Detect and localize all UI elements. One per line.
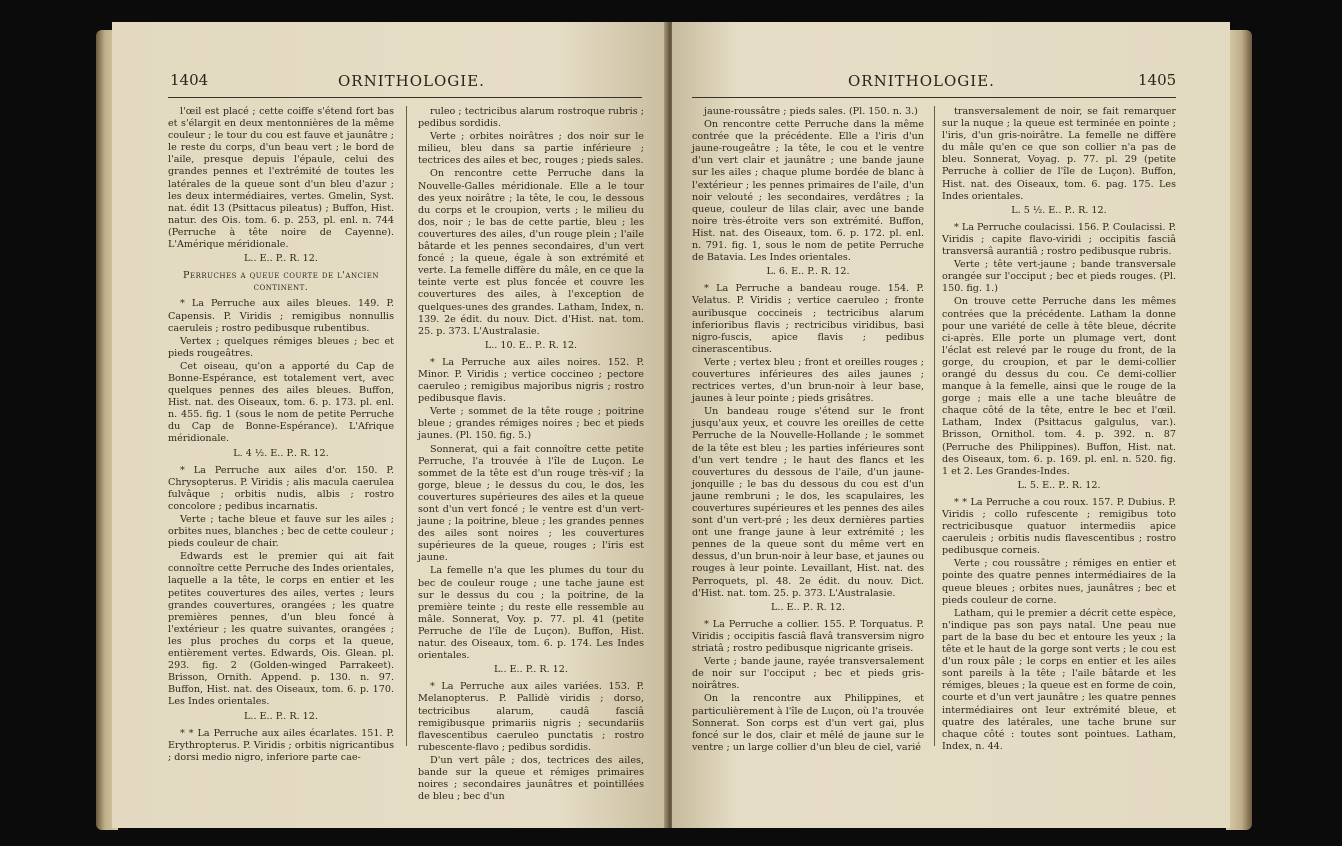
right-page (672, 22, 1230, 828)
measurement-line: L.. E.. P.. R. 12. (244, 710, 318, 722)
measurement-line: L. 5 ½. E.. P.. R. 12. (1011, 204, 1107, 216)
species-entry-heading: * La Perruche coulacissi. 156. P. Coulacissi. P. Viridis ; capite flavo-viridi ; occipitis fasciâ transversâ aurantiâ ; rostro pedibusque rubris. (942, 221, 1177, 258)
species-entry-heading: * La Perruche a bandeau rouge. 154. P. Velatus. P. Viridis ; vertice caeruleo ; fronte auribusque coccineis ; tectricibus alarum inferioribus flavis ; rectricibus viridibus, basi nigro-fuscis, apice flavis ; pedibus cinerascentibus. (692, 283, 924, 355)
species-entry-heading: * * La Perruche a cou roux. 157. P. Dubius. P. Viridis ; collo rufescente ; remigibus toto rectricibusque quatuor intermediis apice caeruleis ; orbitis nudis flavescentibus ; rostro pedibusque corneis. (942, 496, 1176, 557)
text-column-1 (168, 106, 394, 765)
running-header: ORNITHOLOGIE. (848, 72, 995, 90)
paragraph: Verte ; vertex bleu ; front et oreilles rouges ; couvertures inférieures des ailes jaunes ; rectrices vertes, d'un brun-noir à leur base, jaunes à leur pointe ; pieds grisâtres. (692, 356, 924, 405)
measurement-line: L. 4 ½. E.. P.. R. 12. (233, 447, 329, 459)
paragraph: jaune-roussâtre ; pieds sales. (Pl. 150. n. 3.) (704, 106, 918, 117)
header-rule (168, 97, 642, 98)
text-column-2 (942, 106, 1176, 754)
paragraph: Edwards est le premier qui ait fait connoître cette Perruche des Indes orientales, laquelle a la tête, le corps en entier et les petites couvertures des ailes, vertes ; leurs grandes couvertures, orangées ; les quatre premières pennes, d'un bleu foncé à l'extérieur ; les quatre suivantes, orangées ; les plus proches du corps et la queue, entièrement vertes. Edwards, Ois. Glean. pl. 293. fig. 2 (Golden-winged Parrakeet). Brisson, Ornith. Append. p. 130. n. 97. Buffon, Hist. nat. des Oiseaux, tom. 6. p. 170. Les Indes orientales. (168, 551, 394, 708)
species-entry-heading: * La Perruche aux ailes d'or. 150. P. Chrysopterus. P. Viridis ; alis macula caerulea fulvâque ; orbitis nudis, albis ; rostro concolore ; pedibus incarnatis. (168, 464, 394, 512)
paragraph: D'un vert pâle ; dos, tectrices des ailes, bande sur la queue et rémiges primaires noires ; secondaires jaunâtres et pointillées de bleu ; bec d'un (418, 754, 644, 803)
measurement-line: L. 6. E.. P.. R. 12. (766, 266, 850, 278)
paragraph: Verte ; cou roussâtre ; rémiges en entier et pointe des quatre pennes intermédiaires de la queue bleues ; orbites nues, jaunâtres ; bec et pieds couleur de corne. (942, 558, 1176, 606)
left-page (112, 22, 668, 828)
column-divider (934, 106, 935, 746)
measurement-line: L.. E.. P.. R. 12. (494, 664, 568, 676)
paragraph: Sonnerat, qui a fait connoître cette petite Perruche, l'a trouvée à l'île de Luçon. Le sommet de la tête est d'un rouge très-vif ; la gorge, bleue ; le dessus du cou, le dos, les couvertures supérieures des ailes et la queue sont d'un vert foncé ; le ventre est d'un vert-jaune ; la poitrine, bleue ; les grandes pennes des ailes sont noires ; les couvertures supérieures de la queue, rouges ; l'iris est jaune. (418, 443, 644, 564)
species-entry-heading: * La Perruche aux ailes bleues. 149. P. Capensis. P. Viridis ; remigibus nonnullis caeruleis ; rostro pedibusque rubentibus. (168, 298, 394, 334)
paragraph: ruleo ; tectricibus alarum rostroque rubris ; pedibus sordidis. (418, 106, 644, 130)
paragraph: Verte ; orbites noirâtres ; dos noir sur le milieu, bleu dans sa partie inférieure ; tectrices des ailes et bec, rouges ; pieds sales. (418, 131, 644, 167)
paragraph: On la rencontre aux Philippines, et particulièrement à l'île de Luçon, où l'a trouvée Sonnerat. Son corps est d'un vert gai, plus foncé sur le dos, clair et mêlé de jaune sur le ventre ; un large collier d'un bleu de ciel, varié (692, 693, 924, 753)
species-entry-heading: * La Perruche aux ailes variées. 153. P. Melanopterus. P. Pallidè viridis ; dorso, tectricibus alarum, caudâ fasciâ remigibusque primariis nigris ; secundariis flavescentibus caeruleo punctatis ; rostro rubescente-flavo ; pedibus sordidis. (418, 681, 644, 753)
paragraph: Verte ; bande jaune, rayée transversalement de noir sur l'occiput ; bec et pieds gris-noirâtres. (692, 656, 924, 692)
paragraph: Verte ; tête vert-jaune ; bande transversale orangée sur l'occiput ; bec et pieds rouges. (Pl. 150. fig. 1.) (942, 259, 1176, 295)
paragraph: Verte ; sommet de la tête rouge ; poitrine bleue ; grandes rémiges noires ; bec et pieds jaunes. (Pl. 150. fig. 5.) (418, 406, 644, 442)
measurement-line: L.. 10. E.. P.. R. 12. (484, 339, 578, 351)
species-entry-heading: * La Perruche aux ailes noires. 152. P. Minor. P. Viridis ; vertice coccineo ; pectore caeruleo ; remigibus majoribus nigris ; rostro pedibusque flavis. (418, 356, 644, 405)
page-number: 1404 (170, 71, 209, 89)
section-heading: Perruches a queue courte de l'ancien continent. (183, 270, 379, 294)
species-entry-heading: * La Perruche a collier. 155. P. Torquatus. P. Viridis ; occipitis fasciâ flavâ transversim nigro striatâ ; rostro pedibusque nigricante griseis. (692, 618, 924, 655)
paragraph: Un bandeau rouge s'étend sur le front jusqu'aux yeux, et couvre les oreilles de cette Perruche de la Nouvelle-Hollande ; le sommet de la tête est bleu ; les parties inférieures sont d'un vert tendre ; le haut des flancs et les couvertures du dessous de l'aile, d'un jaune-jonquille ; le bas du dessous du cou est d'un jaune rembruni ; le dos, les scapulaires, les couvertures supérieures et les pennes des ailes sont d'un vert-pré ; les deux dernières parties ont une frange jaune à leur extrémité ; les pennes de la queue sont du même vert en dessus, d'un brun-noir à leur base, et jaunes ou rouges à leur pointe. Levaillant, Hist. nat. des Perroquets, pl. 48. 2e édit. du nouv. Dict. d'Hist. nat. tom. 25. p. 373. L'Australasie. (692, 406, 924, 599)
column-divider (406, 106, 407, 746)
paragraph: On rencontre cette Perruche dans la Nouvelle-Galles méridionale. Elle a le tour des yeux noirâtre ; la tête, le cou, le dessous du corps et le croupion, verts ; le milieu du dos, noir ; le bas de cette partie, bleu ; les couvertures des ailes, d'un rouge plein ; l'aile bâtarde et les pennes secondaires, d'un vert foncé ; la queue, égale à son extrémité et verte. La femelle diffère du mâle, en ce que la teinte verte est plus foncée et couvre les couvertures des ailes, à l'exception de quelques-unes des grandes. Latham, Index, n. 139. 2e édit. du nouv. Dict. d'Hist. nat. tom. 25. p. 373. L'Australasie. (418, 168, 644, 337)
measurement-line: L. 5. E.. P.. R. 12. (1017, 479, 1101, 491)
paragraph: l'œil est placé ; cette coiffe s'étend fort bas et s'élargit en deux mentonnières de la même couleur ; le tour du cou est fauve et jaunâtre ; le reste du corps, d'un beau vert ; le bord de l'aile, presque depuis l'épaule, celui des grandes pennes et l'extrémité de toutes les latérales de la queue sont d'un bleu d'azur ; les deux intermédiaires, vertes. Gmelin, Syst. nat. édit 13 (Psittacus pileatus) ; Buffon, Hist. natur. des Ois. tom. 6. p. 253, pl. enl. n. 744 (Perruche à tête noire de Cayenne). L'Amérique méridionale. (168, 106, 394, 251)
measurement-line: L.. E.. P.. R. 12. (244, 253, 318, 265)
paragraph: Vertex ; quelques rémiges bleues ; bec et pieds rougeâtres. (168, 335, 394, 359)
measurement-line: L.. E.. P.. R. 12. (771, 601, 845, 613)
running-header: ORNITHOLOGIE. (338, 72, 485, 90)
text-column-1 (692, 106, 924, 755)
species-entry-heading: * * La Perruche aux ailes écarlates. 151. P. Erythropterus. P. Viridis ; orbitis nigricantibus ; dorsi medio nigro, inferiore parte cae- (168, 727, 394, 763)
paragraph: Cet oiseau, qu'on a apporté du Cap de Bonne-Espérance, est totalement vert, avec quelques pennes des ailes bleues. Buffon, Hist. nat. des Oiseaux, tom. 6. p. 173. pl. enl. n. 455. fig. 1 (sous le nom de petite Perruche du Cap de Bonne-Espérance). L'Afrique méridionale. (168, 360, 394, 445)
text-column-2 (418, 106, 644, 804)
paragraph: Verte ; tache bleue et fauve sur les ailes ; orbites nues, blanches ; bec de cette couleur ; pieds couleur de chair. (168, 514, 394, 550)
paragraph: La femelle n'a que les plumes du tour du bec de couleur rouge ; une tache jaune est sur le dessus du cou ; la poitrine, de la première teinte ; du reste elle ressemble au mâle. Sonnerat, Voy. p. 77. pl. 41 (petite Perruche de l'île de Luçon). Buffon, Hist. natur. des Oiseaux, tom. 6. p. 174. Les Indes orientales. (418, 565, 644, 662)
paragraph: Latham, qui le premier a décrit cette espèce, n'indique pas son pays natal. Une peau nue part de la base du bec et entoure les yeux ; la tête et le haut de la gorge sont verts ; le cou est d'un roux pâle ; le corps en entier et les ailes sont pareils à la tête ; l'aile bâtarde et les rémiges, bleues ; la queue est en forme de coin, courte et d'un vert jaunâtre ; les quatre pennes intermédiaires ont leur extrémité bleue, et quatre des latérales, une tache brune sur chaque côté : toutes sont pointues. Latham, Index, n. 44. (942, 607, 1176, 752)
paragraph: On trouve cette Perruche dans les mêmes contrées que la précédente. Latham la donne pour une variété de celle à tête bleue, décrite ci-après. Elle porte un plumage vert, dont l'éclat est relevé par le rouge du front, de la gorge, du croupion, et par le demi-collier orangé du dessus du cou. Ce demi-collier manque à la femelle, ainsi que le rouge de la gorge ; mais elle a une tache bleuâtre de chaque côté de la tête, entre le bec et l'œil. Latham, Index (Psittacus galgulus, var.). Brisson, Ornithol. tom. 4. p. 392. n. 87 (Perruche des Philippines). Buffon, Hist. nat. des Oiseaux, tom. 6. p. 169. pl. enl. n. 520. fig. 1 et 2. Les Grandes-Indes. (942, 296, 1176, 477)
paragraph: On rencontre cette Perruche dans la même contrée que la précédente. Elle a l'iris d'un jaune-rougeâtre ; la tête, le cou et le ventre d'un vert clair et jaunâtre ; une bande jaune sur les ailes ; chaque plume bordée de blanc à l'extérieur ; les pennes primaires de l'aile, d'un noir velouté ; les secondaires, verdâtres ; la queue, couleur de lilas clair, avec une bande noire très-étroite vers son extrémité. Buffon, Hist. nat. des Oiseaux, tom. 6. p. 172. pl. enl. n. 791. fig. 1, sous le nom de petite Perruche de Batavia. Les Indes orientales. (692, 119, 924, 264)
page-number: 1405 (1138, 71, 1177, 89)
header-rule (692, 97, 1176, 98)
paragraph: transversalement de noir, se fait remarquer sur la nuque ; la queue est terminée en pointe ; l'iris, d'un gris-noirâtre. La femelle ne diffère du mâle qu'en ce que son collier n'a pas de bleu. Sonnerat, Voyag. p. 77. pl. 29 (petite Perruche à collier de l'île de Luçon). Buffon, Hist. nat. des Oiseaux, tom. 6. pag. 175. Les Indes orientales. (942, 106, 1176, 202)
